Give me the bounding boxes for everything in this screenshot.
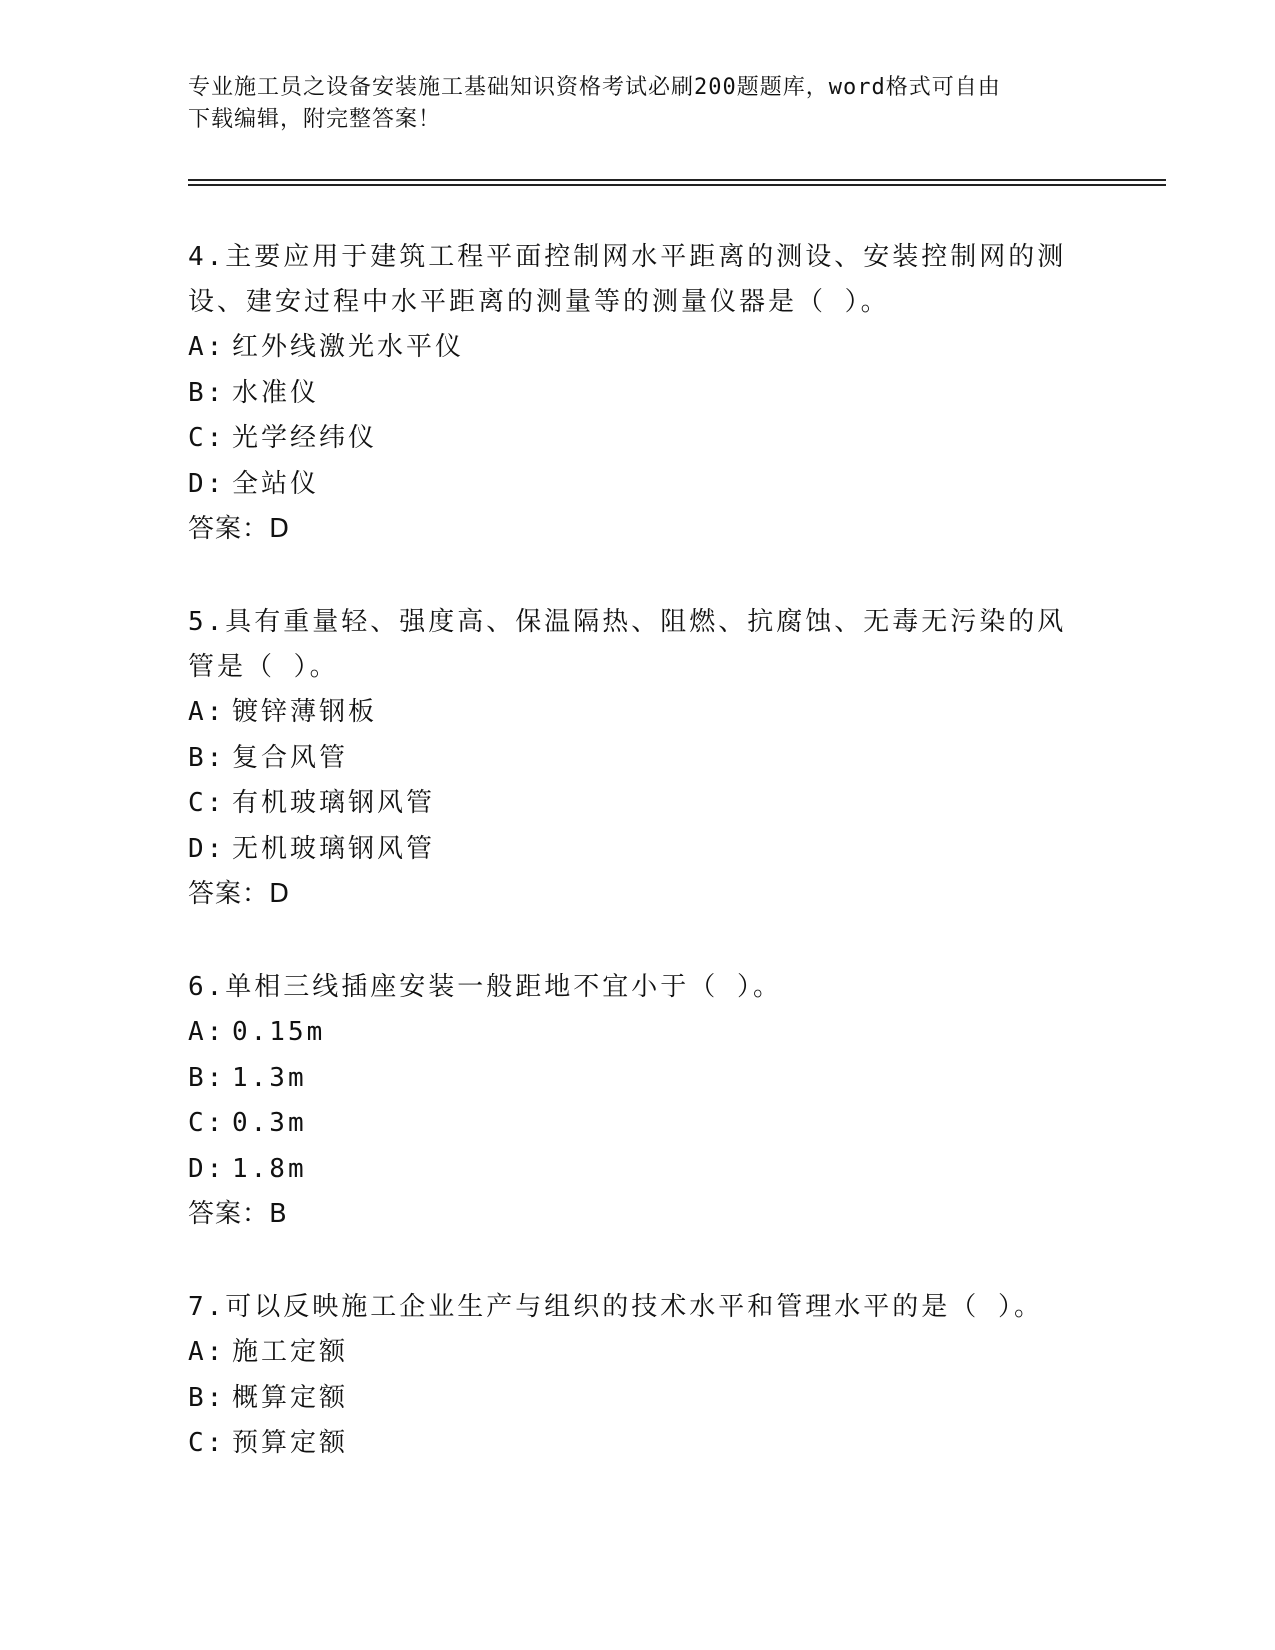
option-b [188, 1376, 1088, 1422]
option-text: 光学经纬仪 [232, 423, 378, 453]
option-text: 水准仪 [232, 377, 320, 408]
answer-line: 答案：D [188, 879, 291, 909]
option-key: B: [188, 1062, 226, 1093]
option-text: 有机玻璃钢风管 [232, 788, 436, 818]
option-key: C: [188, 788, 226, 818]
option-key: D: [188, 468, 226, 499]
option-c [188, 781, 1088, 827]
option-a [188, 1010, 1088, 1056]
option-text: 预算定额 [232, 1428, 349, 1458]
question-6 [188, 965, 1088, 1237]
header-divider-bottom [188, 184, 1166, 186]
option-key: A: [188, 1337, 226, 1367]
option-c [188, 416, 1088, 462]
question-text-line: 5.具有重量轻、强度高、保温隔热、阻燃、抗腐蚀、无毒无污染的风 [188, 607, 1067, 637]
option-key: C: [188, 1108, 226, 1138]
header-divider-top [188, 179, 1166, 181]
option-text: 红外线激光水平仪 [232, 332, 465, 362]
question-5 [188, 600, 1088, 917]
question-4 [188, 235, 1088, 552]
option-key: C: [188, 1428, 226, 1458]
option-a [188, 1330, 1088, 1376]
option-key: A: [188, 1017, 226, 1047]
question-text-line: 设、建安过程中水平距离的测量等的测量仪器是（ ）。 [188, 287, 890, 317]
option-b [188, 1056, 1088, 1102]
question-text-line: 7.可以反映施工企业生产与组织的技术水平和管理水平的是（ ）。 [188, 1292, 1043, 1322]
question-text-line: 6.单相三线插座安装一般距地不宜小于（ ）。 [188, 972, 782, 1002]
option-key: A: [188, 697, 226, 727]
header-line-2: 下载编辑，附完整答案！ [188, 107, 442, 132]
option-key: D: [188, 1153, 226, 1184]
header-line-1: 专业施工员之设备安装施工基础知识资格考试必刷200题题库，word格式可自由 [188, 75, 1001, 100]
option-key: C: [188, 423, 226, 453]
option-d [188, 1147, 1088, 1193]
answer-line: 答案：D [188, 514, 291, 544]
document-header [188, 72, 1078, 136]
option-text: 施工定额 [232, 1337, 349, 1367]
option-text: 概算定额 [232, 1382, 349, 1413]
option-text: 1.3m [232, 1062, 307, 1093]
option-text: 0.15m [232, 1017, 326, 1047]
option-key: B: [188, 377, 226, 408]
option-b [188, 371, 1088, 417]
option-text: 复合风管 [232, 742, 349, 773]
option-text: 全站仪 [232, 468, 320, 499]
option-text: 1.8m [232, 1153, 307, 1184]
answer-line: 答案：B [188, 1199, 288, 1229]
option-text: 无机玻璃钢风管 [232, 833, 436, 864]
option-a [188, 690, 1088, 736]
option-key: B: [188, 1382, 226, 1413]
question-text-line: 管是（ ）。 [188, 652, 339, 682]
question-7 [188, 1285, 1088, 1467]
option-b [188, 736, 1088, 782]
option-key: A: [188, 332, 226, 362]
option-key: D: [188, 833, 226, 864]
option-a [188, 325, 1088, 371]
option-key: B: [188, 742, 226, 773]
option-d [188, 827, 1088, 873]
option-d [188, 462, 1088, 508]
option-c [188, 1101, 1088, 1147]
option-text: 镀锌薄钢板 [232, 697, 378, 727]
option-c [188, 1421, 1088, 1467]
option-text: 0.3m [232, 1108, 307, 1138]
question-text-line: 4.主要应用于建筑工程平面控制网水平距离的测设、安装控制网的测 [188, 242, 1067, 272]
